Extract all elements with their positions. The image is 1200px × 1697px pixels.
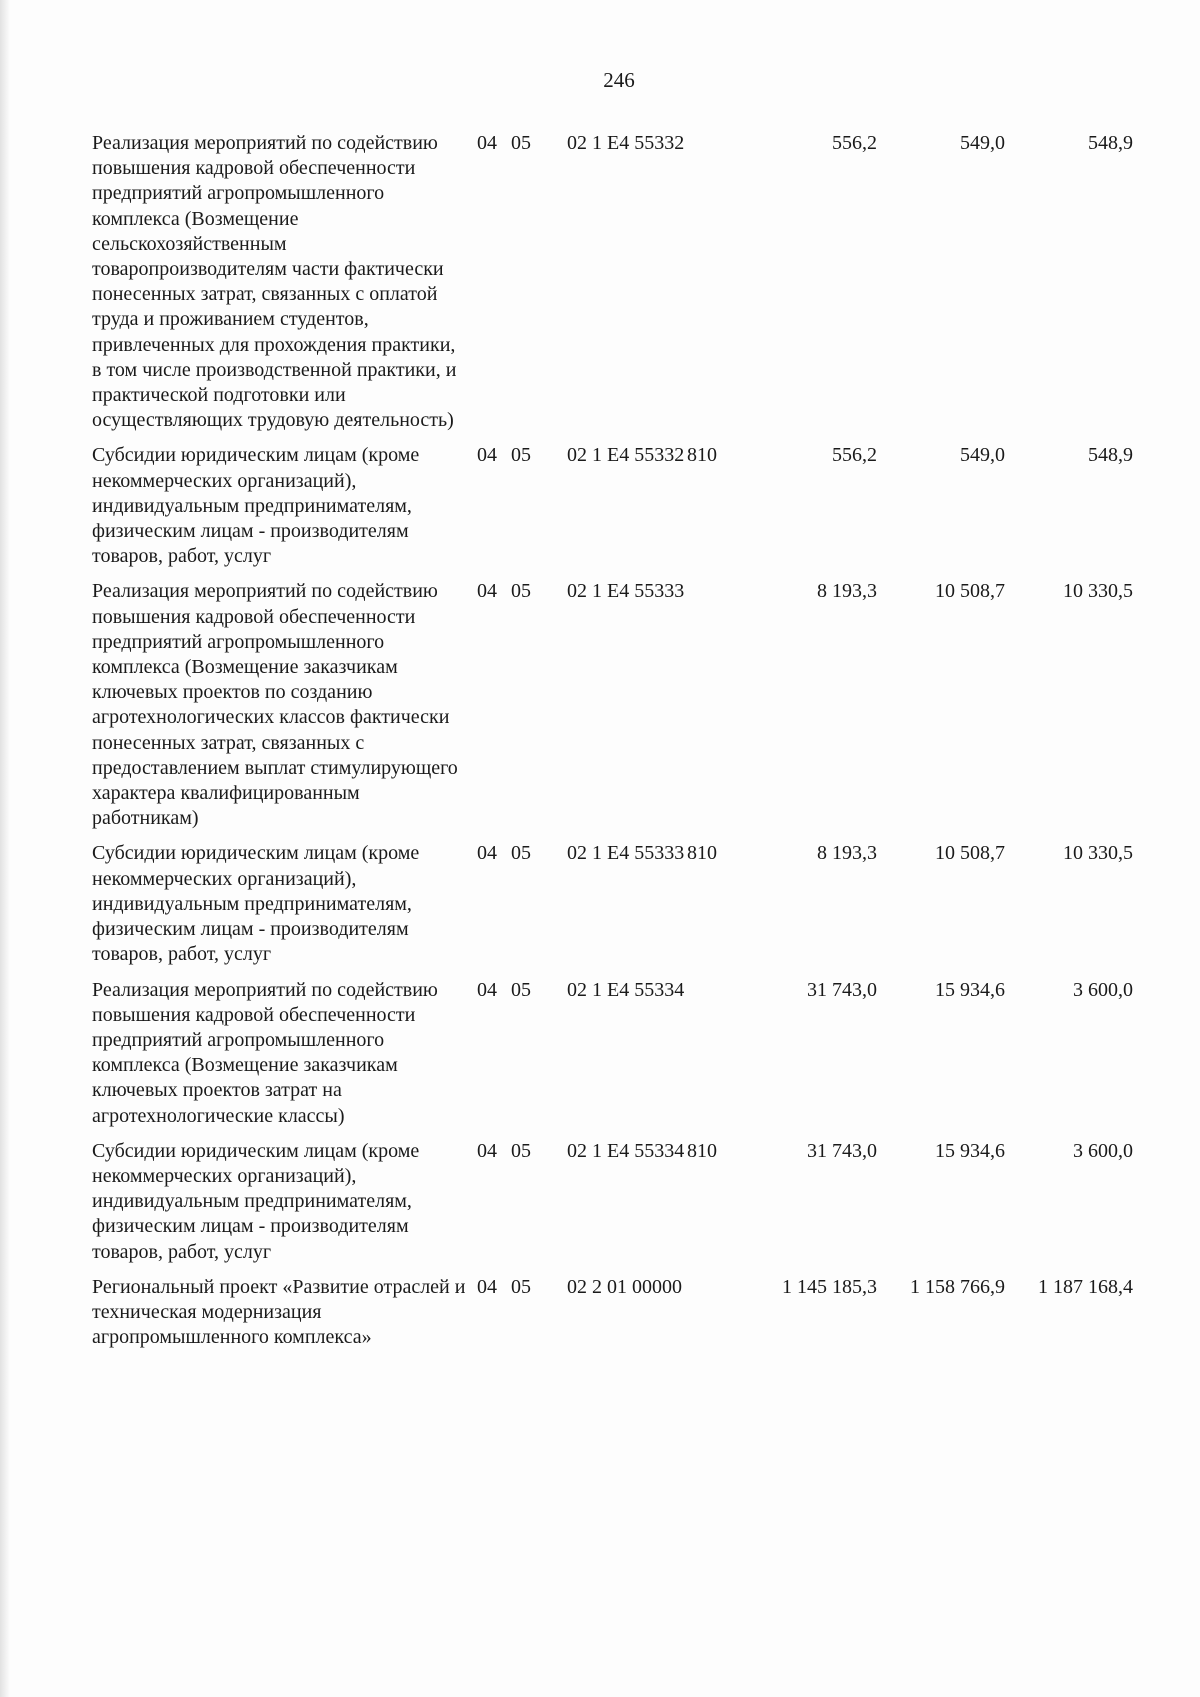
row-amount-year-1: 1 145 185,3 xyxy=(782,1275,877,1298)
table-row xyxy=(92,1139,1133,1275)
row-target-article: 02 1 E4 55332 xyxy=(567,444,685,467)
scan-edge-shadow xyxy=(0,0,10,1697)
row-name: Субсидии юридическим лицам (кроме некоммерческих организаций), индивидуальным предпринимателям, физическим лицам - производителям товаров, работ, услуг xyxy=(92,1139,420,1263)
row-expense-type xyxy=(685,579,755,841)
row-amount-year-3: 1 187 168,4 xyxy=(1038,1275,1133,1298)
row-amount-year-1: 556,2 xyxy=(832,444,877,467)
table-row xyxy=(92,978,1133,1139)
row-amount-year-2: 549,0 xyxy=(960,444,1005,467)
row-name: Региональный проект «Развитие отраслей и техническая модернизация агропромышленного комплекса» xyxy=(92,1275,466,1349)
row-amount-year-2: 1 158 766,9 xyxy=(910,1275,1005,1298)
row-target-article: 02 1 E4 55334 xyxy=(567,978,685,1001)
row-section-code: 04 xyxy=(477,978,497,1001)
table-row xyxy=(92,841,1133,977)
row-target-article: 02 1 E4 55333 xyxy=(567,842,685,865)
row-amount-year-2: 15 934,6 xyxy=(935,978,1005,1001)
row-subsection-code: 05 xyxy=(511,132,531,154)
budget-table xyxy=(92,131,1133,1360)
row-amount-year-3: 548,9 xyxy=(1088,132,1133,154)
row-target-article: 02 1 E4 55333 xyxy=(567,580,685,603)
row-expense-type: 810 xyxy=(687,1139,717,1162)
row-amount-year-2: 10 508,7 xyxy=(935,580,1005,603)
row-section-code: 04 xyxy=(477,1139,497,1162)
row-target-article: 02 2 01 00000 xyxy=(567,1275,682,1298)
row-expense-type: 810 xyxy=(687,842,717,865)
row-subsection-code: 05 xyxy=(511,978,531,1001)
row-amount-year-3: 3 600,0 xyxy=(1073,1139,1133,1162)
row-name: Субсидии юридическим лицам (кроме некоммерческих организаций), индивидуальным предпринимателям, физическим лицам - производителям товаров, работ, услуг xyxy=(92,444,420,568)
row-target-article: 02 1 E4 55332 xyxy=(567,132,685,154)
row-amount-year-3: 3 600,0 xyxy=(1073,978,1133,1001)
row-section-code: 04 xyxy=(477,132,497,154)
row-subsection-code: 05 xyxy=(511,1139,531,1162)
table-row xyxy=(92,131,1133,443)
row-section-code: 04 xyxy=(477,444,497,467)
row-name: Реализация мероприятий по содействию повышения кадровой обеспеченности предприятий агропромышленного комплекса (Возмещение сельскохозяйственным товаропроизводителям части фактически понесенных затрат, связанных с оплатой труда и проживанием студентов, привлеченных для прохождения практики, в том числе производственной практики, и практической подготовки или осуществляющих трудовую деятельность) xyxy=(92,132,457,432)
row-target-article: 02 1 E4 55334 xyxy=(567,1139,685,1162)
row-name: Субсидии юридическим лицам (кроме некоммерческих организаций), индивидуальным предпринимателям, физическим лицам - производителям товаров, работ, услуг xyxy=(92,842,420,966)
row-amount-year-1: 556,2 xyxy=(832,132,877,154)
row-expense-type xyxy=(685,131,755,443)
row-section-code: 04 xyxy=(477,1275,497,1298)
row-amount-year-1: 8 193,3 xyxy=(817,842,877,865)
row-section-code: 04 xyxy=(477,842,497,865)
row-amount-year-1: 31 743,0 xyxy=(807,978,877,1001)
row-expense-type: 810 xyxy=(687,444,717,467)
row-subsection-code: 05 xyxy=(511,444,531,467)
table-row xyxy=(92,443,1133,579)
row-subsection-code: 05 xyxy=(511,842,531,865)
row-expense-type xyxy=(685,1275,755,1361)
row-amount-year-2: 15 934,6 xyxy=(935,1139,1005,1162)
row-amount-year-3: 10 330,5 xyxy=(1063,580,1133,603)
row-amount-year-2: 10 508,7 xyxy=(935,842,1005,865)
row-amount-year-1: 8 193,3 xyxy=(817,580,877,603)
row-amount-year-1: 31 743,0 xyxy=(807,1139,877,1162)
row-amount-year-3: 10 330,5 xyxy=(1063,842,1133,865)
table-row xyxy=(92,579,1133,841)
row-expense-type xyxy=(685,978,755,1139)
row-amount-year-3: 548,9 xyxy=(1088,444,1133,467)
row-name: Реализация мероприятий по содействию повышения кадровой обеспеченности предприятий агропромышленного комплекса (Возмещение заказчикам ключевых проектов по созданию агротехнологических классов фактически понесенных затрат, связанных с предоставлением выплат стимулирующего характера квалифицированным работникам) xyxy=(92,580,458,830)
row-section-code: 04 xyxy=(477,580,497,603)
page-number: 246 xyxy=(603,68,635,92)
table-row xyxy=(92,1275,1133,1361)
row-subsection-code: 05 xyxy=(511,1275,531,1298)
row-subsection-code: 05 xyxy=(511,580,531,603)
row-amount-year-2: 549,0 xyxy=(960,132,1005,154)
row-name: Реализация мероприятий по содействию повышения кадровой обеспеченности предприятий агропромышленного комплекса (Возмещение заказчикам ключевых проектов затрат на агротехнологические классы) xyxy=(92,978,438,1127)
